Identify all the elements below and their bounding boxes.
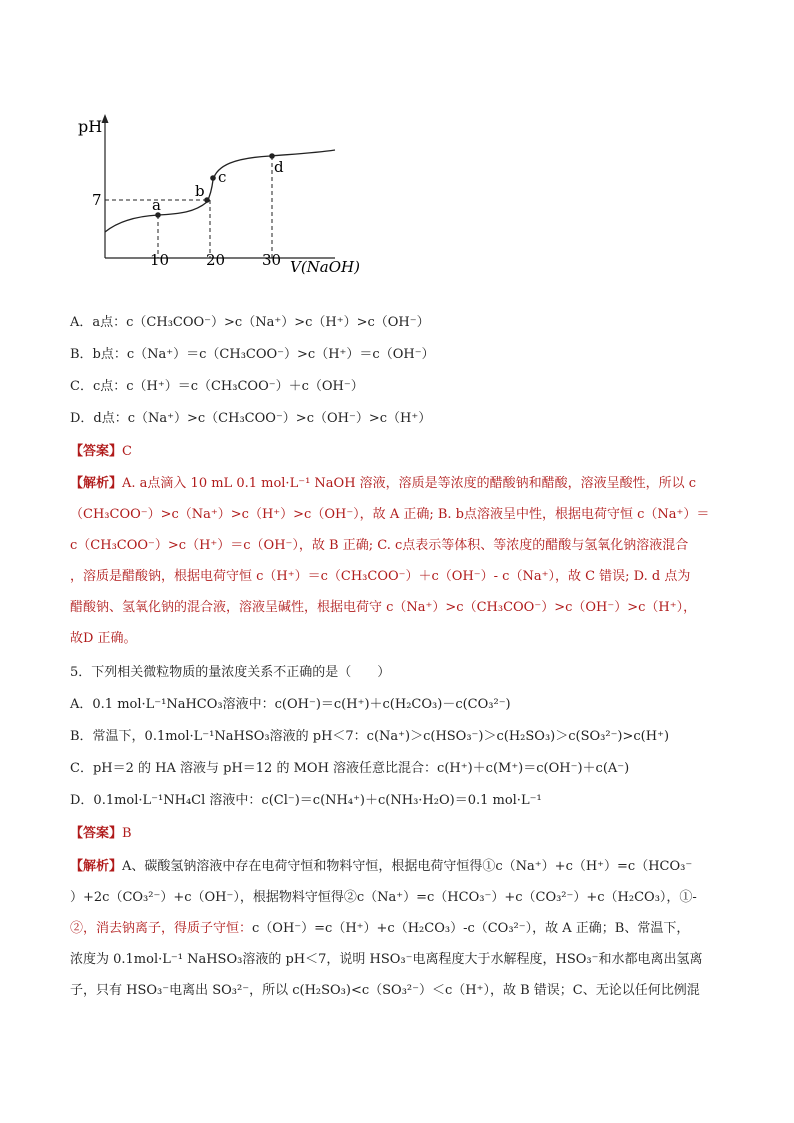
q5-analysis-text-3a: ②，消去钠离子，得质子守恒： [70,921,253,936]
x-axis-label: V(NaOH) [290,258,360,276]
q5-answer-value: B [122,826,132,841]
q5-option-c: C．pH＝2 的 HA 溶液与 pH＝12 的 MOH 溶液任意比混合：c(H⁺)＋c(M⁺)＝c(OH⁻)＋c(A⁻) [70,761,630,776]
q4-analysis-line-6: 故D 正确。 [70,631,137,646]
q5-analysis-tag: 【解析】 [70,859,123,874]
point-b-label: b [195,182,205,200]
point-b-marker [204,197,210,203]
y-tick-7: 7 [92,191,102,209]
titration-curve [105,150,335,232]
point-a-label: a [152,196,161,214]
q5-analysis-text-3b: c（OH⁻）=c（H⁺）+c（H₂CO₃）-c（CO₃²⁻），故 A 正确；B、常温下， [252,921,690,936]
point-c-label: c [218,168,227,186]
y-axis-label: pH [78,117,103,136]
q4-analysis-text-1: A. a点滴入 10 mL 0.1 mol·L⁻¹ NaOH 溶液，溶质是等浓度的醋酸钠和醋酸，溶液呈酸性，所以 c [122,476,697,491]
point-d-label: d [274,158,284,176]
q4-answer-tag: 【答案】 [70,444,123,459]
q5-analysis-line-5: 子，只有 HSO₃⁻电离出 SO₃²⁻，所以 c(H₂SO₃)<c（SO₃²⁻）＜c（H⁺），故 B 错误；C、无论以任何比例混 [70,983,700,998]
q4-answer [70,443,730,461]
q4-analysis-line-1 [70,475,730,493]
q5-option-b: B．常温下，0.1mol·L⁻¹NaHSO₃溶液的 pH＜7：c(Na⁺)＞c(HSO₃⁻)＞c(H₂SO₃)＞c(SO₃²⁻)>c(H⁺) [70,729,670,744]
q4-option-d: D．d点：c（Na⁺）>c（CH₃COO⁻）>c（OH⁻）>c（H⁺） [70,411,432,426]
q5-analysis-line-2: ）+2c（CO₃²⁻）+c（OH⁻），根据物料守恒得②c（Na⁺）=c（HCO₃⁻）+c（CO₃²⁻）+c（H₂CO₃），①- [70,890,697,905]
q5-analysis-text-1: A、碳酸氢钠溶液中存在电荷守恒和物料守恒，根据电荷守恒得①c（Na⁺）+c（H⁺）=c（HCO₃⁻ [122,859,693,874]
q4-answer-value: C [122,444,132,459]
x-tick-30: 30 [262,251,282,269]
y-axis-arrow [102,114,109,123]
x-tick-10: 10 [150,251,170,269]
q5-answer [70,825,730,843]
q4-analysis-line-4: ，溶质是醋酸钠，根据电荷守恒 c（H⁺）＝c（CH₃COO⁻）＋c（OH⁻）- c（Na⁺），故 C 错误; D. d 点为 [70,569,691,584]
q4-analysis-line-3: c（CH₃COO⁻）>c（H⁺）＝c（OH⁻），故 B 正确; C. c点表示等体积、等浓度的醋酸与氢氧化钠溶液混合 [70,538,689,553]
q5-option-d: D．0.1mol·L⁻¹NH₄Cl 溶液中：c(Cl⁻)＝c(NH₄⁺)＋c(NH₃·H₂O)＝0.1 mol·L⁻¹ [70,793,542,808]
point-c-marker [210,175,216,181]
q4-option-c: C．c点：c（H⁺）＝c（CH₃COO⁻）＋c（OH⁻） [70,379,364,394]
q5-stem: 5．下列相关微粒物质的量浓度关系不正确的是（ ） [70,665,391,680]
q4-analysis-tag: 【解析】 [70,476,123,491]
q5-analysis-line-1 [70,858,730,876]
q4-option-a: A．a点：c（CH₃COO⁻）>c（Na⁺）>c（H⁺）>c（OH⁻） [70,315,430,330]
x-tick-20: 20 [206,251,226,269]
q5-answer-tag: 【答案】 [70,826,123,841]
q5-analysis-line-4: 浓度为 0.1mol·L⁻¹ NaHSO₃溶液的 pH＜7，说明 HSO₃⁻电离程度大于水解程度，HSO₃⁻和水都电离出氢离 [70,952,703,967]
q5-analysis-line-3 [70,920,730,938]
q4-option-b: B．b点：c（Na⁺）＝c（CH₃COO⁻）>c（H⁺）＝c（OH⁻） [70,347,435,362]
q5-option-a: A．0.1 mol·L⁻¹NaHCO₃溶液中：c(OH⁻)＝c(H⁺)＋c(H₂CO₃)－c(CO₃²⁻) [70,697,511,712]
titration-curve-figure [70,110,370,280]
q4-analysis-line-2: （CH₃COO⁻）>c（Na⁺）>c（H⁺）>c（OH⁻），故 A 正确; B. b点溶液呈中性，根据电荷守恒 c（Na⁺）＝ [70,507,710,522]
q4-analysis-line-5: 醋酸钠、氢氧化钠的混合液，溶液呈碱性，根据电荷守 c（Na⁺）>c（CH₃COO⁻）>c（OH⁻）>c（H⁺）， [70,600,697,615]
